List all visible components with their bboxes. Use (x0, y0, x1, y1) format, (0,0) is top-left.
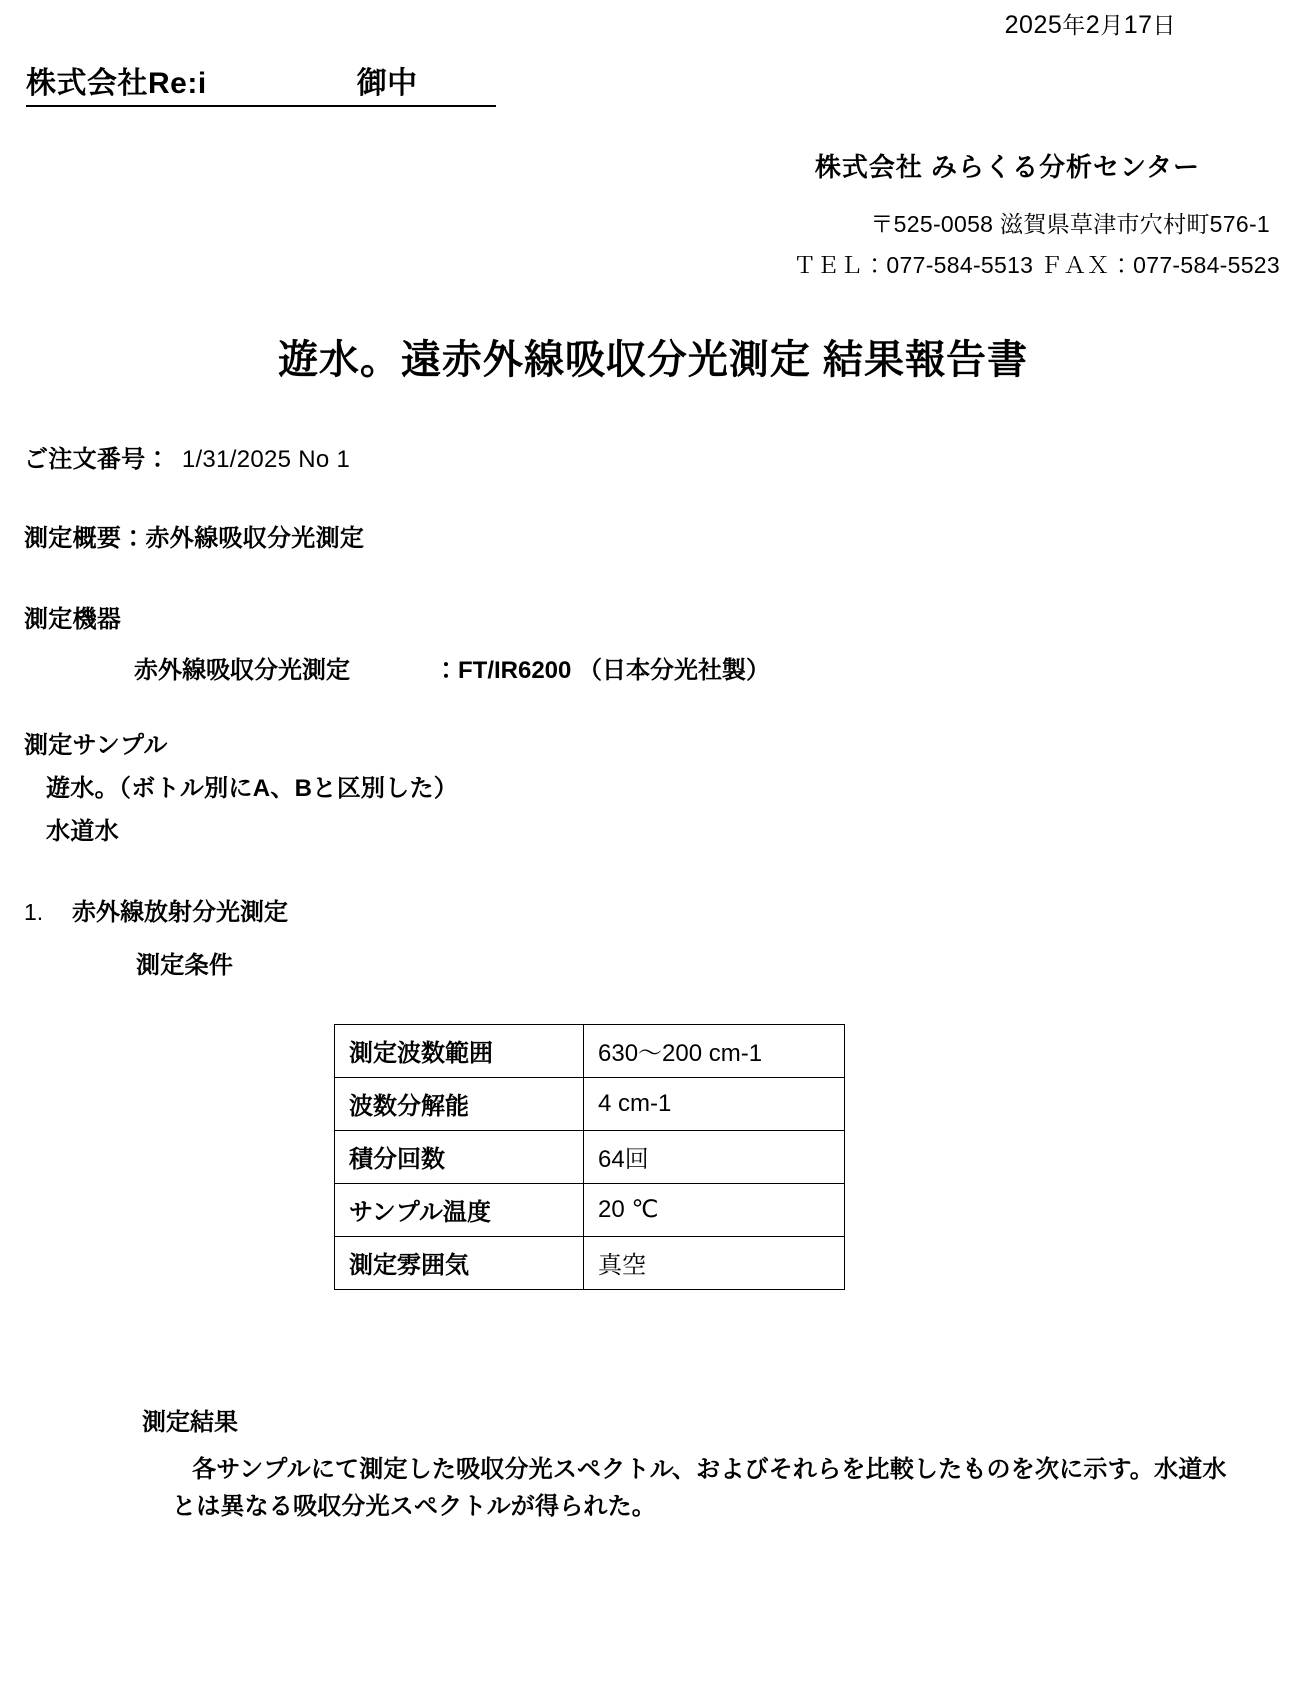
measurement-overview: 測定概要：赤外線吸収分光測定 (24, 524, 365, 552)
instrument-name: 赤外線吸収分光測定 (134, 656, 350, 684)
issuer-address: 〒525-0058 滋賀県草津市穴村町576-1 (870, 210, 1270, 237)
order-number-label: ご注文番号： (24, 445, 170, 473)
addressee-honorific: 御中 (356, 66, 418, 100)
results-block (24, 1402, 1288, 1525)
condition-label: サンプル温度 (335, 1183, 584, 1236)
order-number-value: 1/31/2025 No 1 (181, 445, 351, 473)
date-year-label: 年 (1062, 12, 1086, 38)
sample-item: 遊水。（ボトル別にA、Bと区別した） (46, 774, 459, 802)
condition-value: 20 ℃ (584, 1183, 845, 1236)
condition-label: 測定波数範囲 (335, 1024, 584, 1077)
condition-value: 630〜200 cm-1 (584, 1024, 845, 1077)
date-day-label: 日 (1152, 12, 1176, 38)
addressee-underlined (26, 58, 496, 107)
conditions-heading: 測定条件 (136, 951, 234, 979)
date-month-label: 月 (1100, 12, 1124, 38)
addressee-name: 株式会社Re:i (26, 66, 207, 100)
measurement-conditions-table (334, 1024, 845, 1290)
addressee-block (18, 58, 1288, 107)
issuer-block (18, 147, 1288, 280)
samples-heading: 測定サンプル (24, 731, 168, 759)
date-year: 2025 (1004, 11, 1063, 39)
section-1-number: 1. (24, 898, 44, 925)
condition-value: 4 cm-1 (584, 1077, 845, 1130)
condition-label: 積分回数 (335, 1130, 584, 1183)
spacer (24, 685, 1288, 725)
document-body (18, 439, 1288, 1525)
order-number-row (24, 439, 1288, 474)
instrument-model: ：FT/IR6200 （日本分光社製） (434, 656, 771, 684)
spacer (24, 474, 1288, 518)
results-paragraph: 各サンプルにて測定した吸収分光スペクトル、およびそれらを比較したものを次に示す。水道水とは異なる吸収分光スペクトルが得られた。 (172, 1455, 1227, 1520)
instrument-row (24, 650, 1288, 685)
table-row (335, 1024, 845, 1077)
spacer (24, 553, 1288, 599)
spacer (24, 846, 1288, 892)
issuer-company-name: 株式会社 みらくる分析センター (814, 151, 1200, 182)
condition-value: 64回 (584, 1130, 845, 1183)
sample-item: 水道水 (46, 817, 119, 845)
date-day: 17 (1123, 11, 1153, 39)
section-1-heading (24, 892, 1288, 927)
date-month: 2 (1085, 11, 1101, 39)
table-row (335, 1183, 845, 1236)
instrument-heading: 測定機器 (24, 605, 122, 633)
section-1-title: 赤外線放射分光測定 (72, 898, 288, 926)
results-heading: 測定結果 (142, 1408, 238, 1436)
table-row (335, 1077, 845, 1130)
condition-label: 測定雰囲気 (335, 1236, 584, 1289)
page-title: 遊水。遠赤外線吸収分光測定 結果報告書 (277, 337, 1029, 382)
table-row (335, 1236, 845, 1289)
issuer-contact: ＴＥＬ：077-584-5513 ＦＡＸ：077-584-5523 (793, 251, 1280, 278)
condition-label: 波数分解能 (335, 1077, 584, 1130)
issue-date (18, 0, 1288, 40)
table-row (335, 1130, 845, 1183)
condition-value: 真空 (584, 1236, 845, 1289)
